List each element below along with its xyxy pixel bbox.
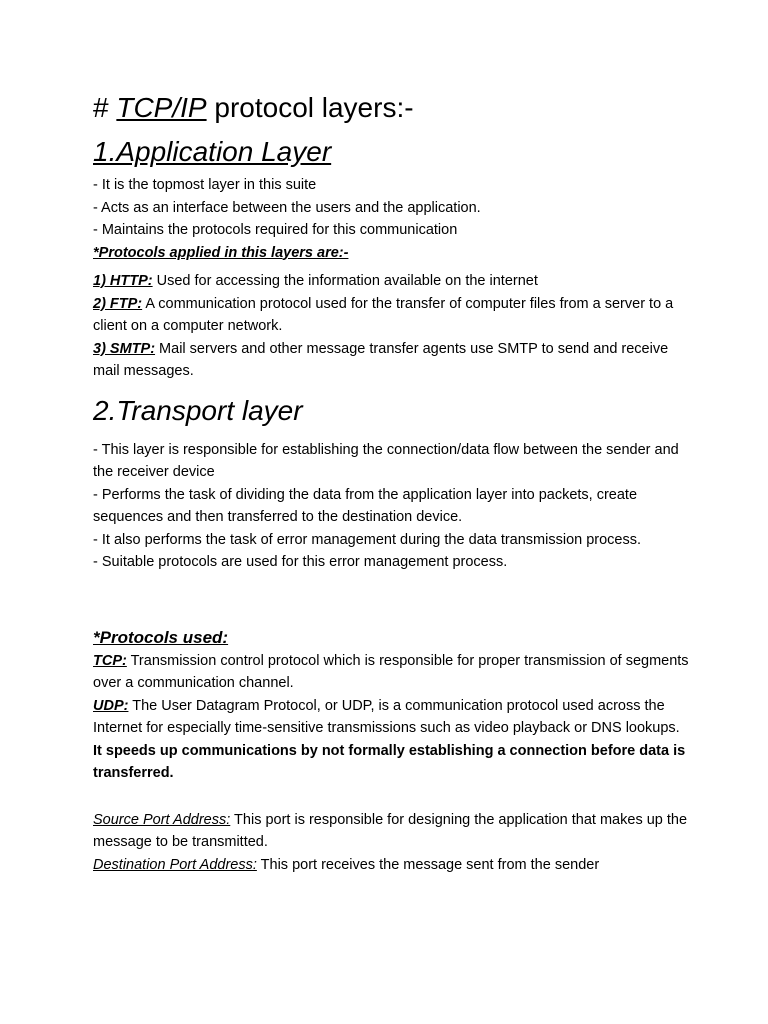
title-prefix: # [93, 92, 117, 123]
port-label: Source Port Address: [93, 811, 231, 828]
title-tcp-ip: TCP/IP [116, 92, 207, 123]
transport-bullet: - This layer is responsible for establishing the connection/data flow between the sender and the receiver device [93, 441, 679, 480]
protocol-http [93, 270, 693, 293]
port-text: This port receives the message sent from the sender [256, 856, 600, 873]
page-title [93, 86, 693, 130]
document-content [93, 86, 693, 876]
udp-bold-note: It speeds up communications by not formally establishing a connection before data is transferred. [93, 742, 686, 781]
protocol-udp [93, 695, 693, 740]
application-layer-heading: 1.Application Layer [93, 136, 332, 167]
protocol-text: A communication protocol used for the transfer of computer files from a server to a client on a computer network. [93, 295, 674, 334]
protocol-text: Mail servers and other message transfer agents use SMTP to send and receive mail messages. [93, 340, 669, 379]
protocols-used-heading: *Protocols used: [93, 627, 229, 647]
protocol-label: TCP: [93, 652, 127, 669]
transport-bullet: - Suitable protocols are used for this error management process. [93, 554, 508, 570]
protocol-smtp [93, 338, 693, 383]
transport-layer-heading: 2.Transport layer [93, 394, 303, 426]
protocol-tcp [93, 650, 693, 695]
application-bullet: - It is the topmost layer in this suite [93, 177, 317, 193]
application-bullet: - Maintains the protocols required for this communication [93, 222, 458, 238]
protocol-label: 1) HTTP: [93, 273, 153, 289]
protocol-text: The User Datagram Protocol, or UDP, is a communication protocol used across the Internet for especially time-sensitive transmissions such as video playback or DNS lookups. [93, 697, 680, 736]
protocol-ftp [93, 293, 693, 338]
protocols-applied-heading: *Protocols applied in this layers are:- [93, 244, 349, 261]
application-bullet: - Acts as an interface between the users and the application. [93, 199, 481, 216]
destination-port-address [93, 854, 693, 877]
port-label: Destination Port Address: [93, 856, 257, 873]
protocol-text: Transmission control protocol which is responsible for proper transmission of segments over a communication channel. [93, 652, 689, 691]
transport-bullet: - It also performs the task of error management during the data transmission process. [93, 531, 642, 548]
protocol-label: 3) SMTP: [93, 340, 156, 357]
source-port-address [93, 809, 693, 854]
protocol-label: UDP: [93, 697, 129, 714]
title-suffix: protocol layers:- [206, 92, 414, 123]
protocol-text: Used for accessing the information available on the internet [152, 273, 538, 289]
protocol-label: 2) FTP: [93, 295, 143, 312]
port-text: This port is responsible for designing the application that makes up the message to be transmitted. [93, 811, 688, 850]
transport-bullet: - Performs the task of dividing the data from the application layer into packets, create sequences and then transferred to the destination device. [93, 486, 638, 525]
